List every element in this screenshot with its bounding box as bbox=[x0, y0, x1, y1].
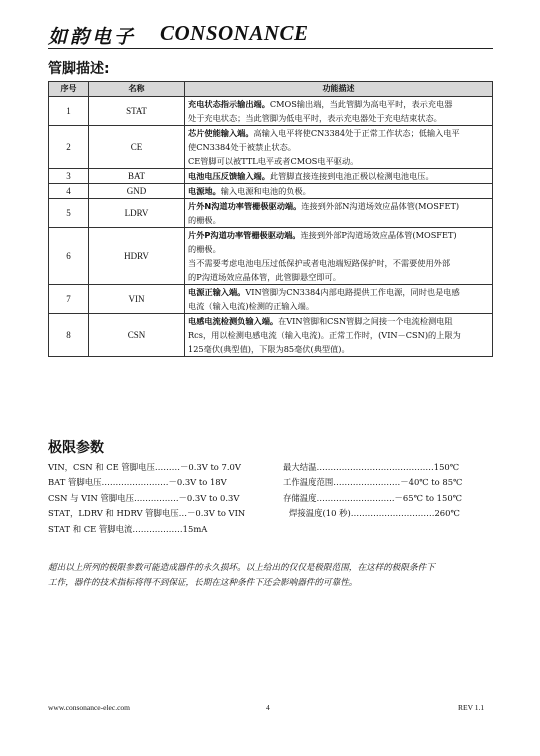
function-text: 当不需要考虑电池电压过低保护或者电池端短路保护时，不需要使用外部 bbox=[188, 258, 451, 268]
limit-item: STAT 和 CE 管脚电流………………15mA bbox=[48, 523, 208, 534]
header bbox=[48, 21, 493, 48]
brand-chinese-name: 如韵电子 bbox=[48, 26, 137, 48]
function-line bbox=[188, 169, 489, 183]
function-heading: 电源正输入端。 bbox=[188, 287, 246, 297]
pin-name: CSN bbox=[89, 314, 185, 357]
function-text: 处于充电状态；当此管脚为低电平时，表示充电器处于充电结束状态。 bbox=[188, 113, 442, 123]
limit-item: 工作温度范围……………………－40℃ to 85℃ bbox=[283, 477, 463, 488]
function-line bbox=[188, 140, 489, 154]
function-heading: 电池电压反馈输入端。 bbox=[188, 171, 270, 181]
pin-description-title: 管脚描述: bbox=[48, 61, 110, 77]
pin-number: 2 bbox=[49, 126, 89, 169]
function-line bbox=[188, 184, 489, 198]
absolute-max-warning-note bbox=[48, 561, 493, 591]
pin-number: 5 bbox=[49, 199, 89, 228]
function-text: 的栅极。 bbox=[188, 244, 221, 254]
pin-function bbox=[185, 228, 493, 285]
pin-function bbox=[185, 285, 493, 314]
pin-number: 3 bbox=[49, 169, 89, 184]
function-line bbox=[188, 314, 489, 328]
function-line bbox=[188, 228, 489, 242]
limits-right-column bbox=[283, 460, 462, 522]
limit-item: 焊接温度(10 秒)…………………………260℃ bbox=[289, 508, 460, 519]
function-text: 125毫伏(典型值)，下限为85毫伏(典型值)。 bbox=[188, 344, 350, 354]
limit-item: BAT 管脚电压……………………－0.3V to 18V bbox=[48, 477, 227, 488]
pin-function bbox=[185, 126, 493, 169]
function-heading: 片外N沟道功率管栅极驱动端。 bbox=[188, 201, 302, 211]
table-header-row bbox=[49, 82, 493, 97]
function-text: VIN管脚为CN3384内部电路提供工作电源，同时也是电感 bbox=[245, 287, 460, 297]
pin-name: VIN bbox=[89, 285, 185, 314]
pin-number: 1 bbox=[49, 97, 89, 126]
column-header-number: 序号 bbox=[49, 82, 89, 97]
table-row bbox=[49, 184, 493, 199]
function-line bbox=[188, 285, 489, 299]
function-line bbox=[188, 342, 489, 356]
pin-name: GND bbox=[89, 184, 185, 199]
limit-item: 最大结温……………………………………150℃ bbox=[283, 462, 460, 472]
pin-name: LDRV bbox=[89, 199, 185, 228]
function-heading: 电源地。 bbox=[188, 186, 221, 196]
footer-page-number: 4 bbox=[266, 703, 270, 712]
pin-function bbox=[185, 169, 493, 184]
absolute-max-title: 极限参数 bbox=[48, 440, 104, 456]
pin-number: 6 bbox=[49, 228, 89, 285]
function-text: 此管脚直接连接到电池正极以检测电池电压。 bbox=[269, 171, 434, 181]
limit-item: STAT，LDRV 和 HDRV 管脚电压…－0.3V to VIN bbox=[48, 508, 246, 519]
function-line bbox=[188, 213, 489, 227]
pin-name: HDRV bbox=[89, 228, 185, 285]
limit-item: VIN，CSN 和 CE 管脚电压………－0.3V to 7.0V bbox=[48, 462, 241, 472]
header-divider bbox=[48, 48, 493, 49]
function-line bbox=[188, 256, 489, 270]
limit-item: 存储温度……………………….－65℃ to 150℃ bbox=[283, 492, 463, 503]
function-line bbox=[188, 199, 489, 213]
note-line: 工作，器件的技术指标将得不到保证，长期在这种条件下还会影响器件的可靠性。 bbox=[48, 578, 358, 588]
function-line bbox=[188, 154, 489, 168]
function-heading: 芯片使能输入端。 bbox=[188, 128, 254, 138]
function-line bbox=[188, 97, 489, 111]
function-line bbox=[188, 270, 489, 284]
table-row bbox=[49, 285, 493, 314]
function-line bbox=[188, 299, 489, 313]
pin-number: 4 bbox=[49, 184, 89, 199]
footer-revision: REV 1.1 bbox=[458, 703, 485, 712]
function-text: CMOS输出端，当此管脚为高电平时，表示充电器 bbox=[269, 99, 453, 109]
function-text: 的P沟道场效应晶体管，此管脚悬空即可。 bbox=[188, 272, 341, 282]
function-text: 连接到外部N沟道场效应晶体管(MOSFET) bbox=[301, 201, 460, 211]
table-row bbox=[49, 228, 493, 285]
pin-number: 8 bbox=[49, 314, 89, 357]
function-text: CE管脚可以被TTL电平或者CMOS电平驱动。 bbox=[188, 156, 359, 166]
function-text: 输入电源和电池的负极。 bbox=[220, 186, 311, 196]
function-text: 电流（输入电流)检测的正输入端。 bbox=[188, 301, 315, 311]
function-line bbox=[188, 126, 489, 140]
pin-function bbox=[185, 199, 493, 228]
function-text: 连接到外部P沟道场效应晶体管(MOSFET) bbox=[300, 230, 457, 240]
function-text: 使CN3384处于被禁止状态。 bbox=[188, 142, 296, 152]
pin-name: STAT bbox=[89, 97, 185, 126]
function-heading: 片外P沟道功率管栅极驱动端。 bbox=[188, 230, 301, 240]
function-line bbox=[188, 328, 489, 342]
function-heading: 充电状态指示输出端。 bbox=[188, 99, 270, 109]
column-header-function: 功能描述 bbox=[185, 82, 493, 97]
table-row bbox=[49, 169, 493, 184]
function-text: 的栅极。 bbox=[188, 215, 221, 225]
pin-name: BAT bbox=[89, 169, 185, 184]
pin-name: CE bbox=[89, 126, 185, 169]
table-row bbox=[49, 126, 493, 169]
pin-description-table bbox=[48, 81, 493, 357]
limits-left-column bbox=[48, 460, 245, 537]
pin-function bbox=[185, 97, 493, 126]
pin-function bbox=[185, 184, 493, 199]
function-text: 高输入电平将使CN3384处于正常工作状态；低输入电平 bbox=[253, 128, 460, 138]
note-line: 超出以上所列的极限参数可能造成器件的永久损坏。以上给出的仅仅是极限范围，在这样的极限条件下 bbox=[48, 563, 435, 573]
footer-website: www.consonance-elec.com bbox=[48, 703, 130, 712]
function-text: Rcs，用以检测电感电流（输入电流)。正常工作时，(VIN－CSN)的上限为 bbox=[188, 330, 461, 340]
pin-number: 7 bbox=[49, 285, 89, 314]
brand-logo-text: CONSONANCE bbox=[160, 21, 309, 45]
limit-item: CSN 与 VIN 管脚电压…………….－0.3V to 0.3V bbox=[48, 492, 240, 503]
pin-function bbox=[185, 314, 493, 357]
table-row bbox=[49, 97, 493, 126]
function-text: 在VIN管脚和CSN管脚之间接一个电流检测电阻 bbox=[278, 316, 453, 326]
column-header-name: 名称 bbox=[89, 82, 185, 97]
table-row bbox=[49, 199, 493, 228]
table-row bbox=[49, 314, 493, 357]
function-line bbox=[188, 242, 489, 256]
function-heading: 电感电流检测负输入端。 bbox=[188, 316, 279, 326]
function-line bbox=[188, 111, 489, 125]
